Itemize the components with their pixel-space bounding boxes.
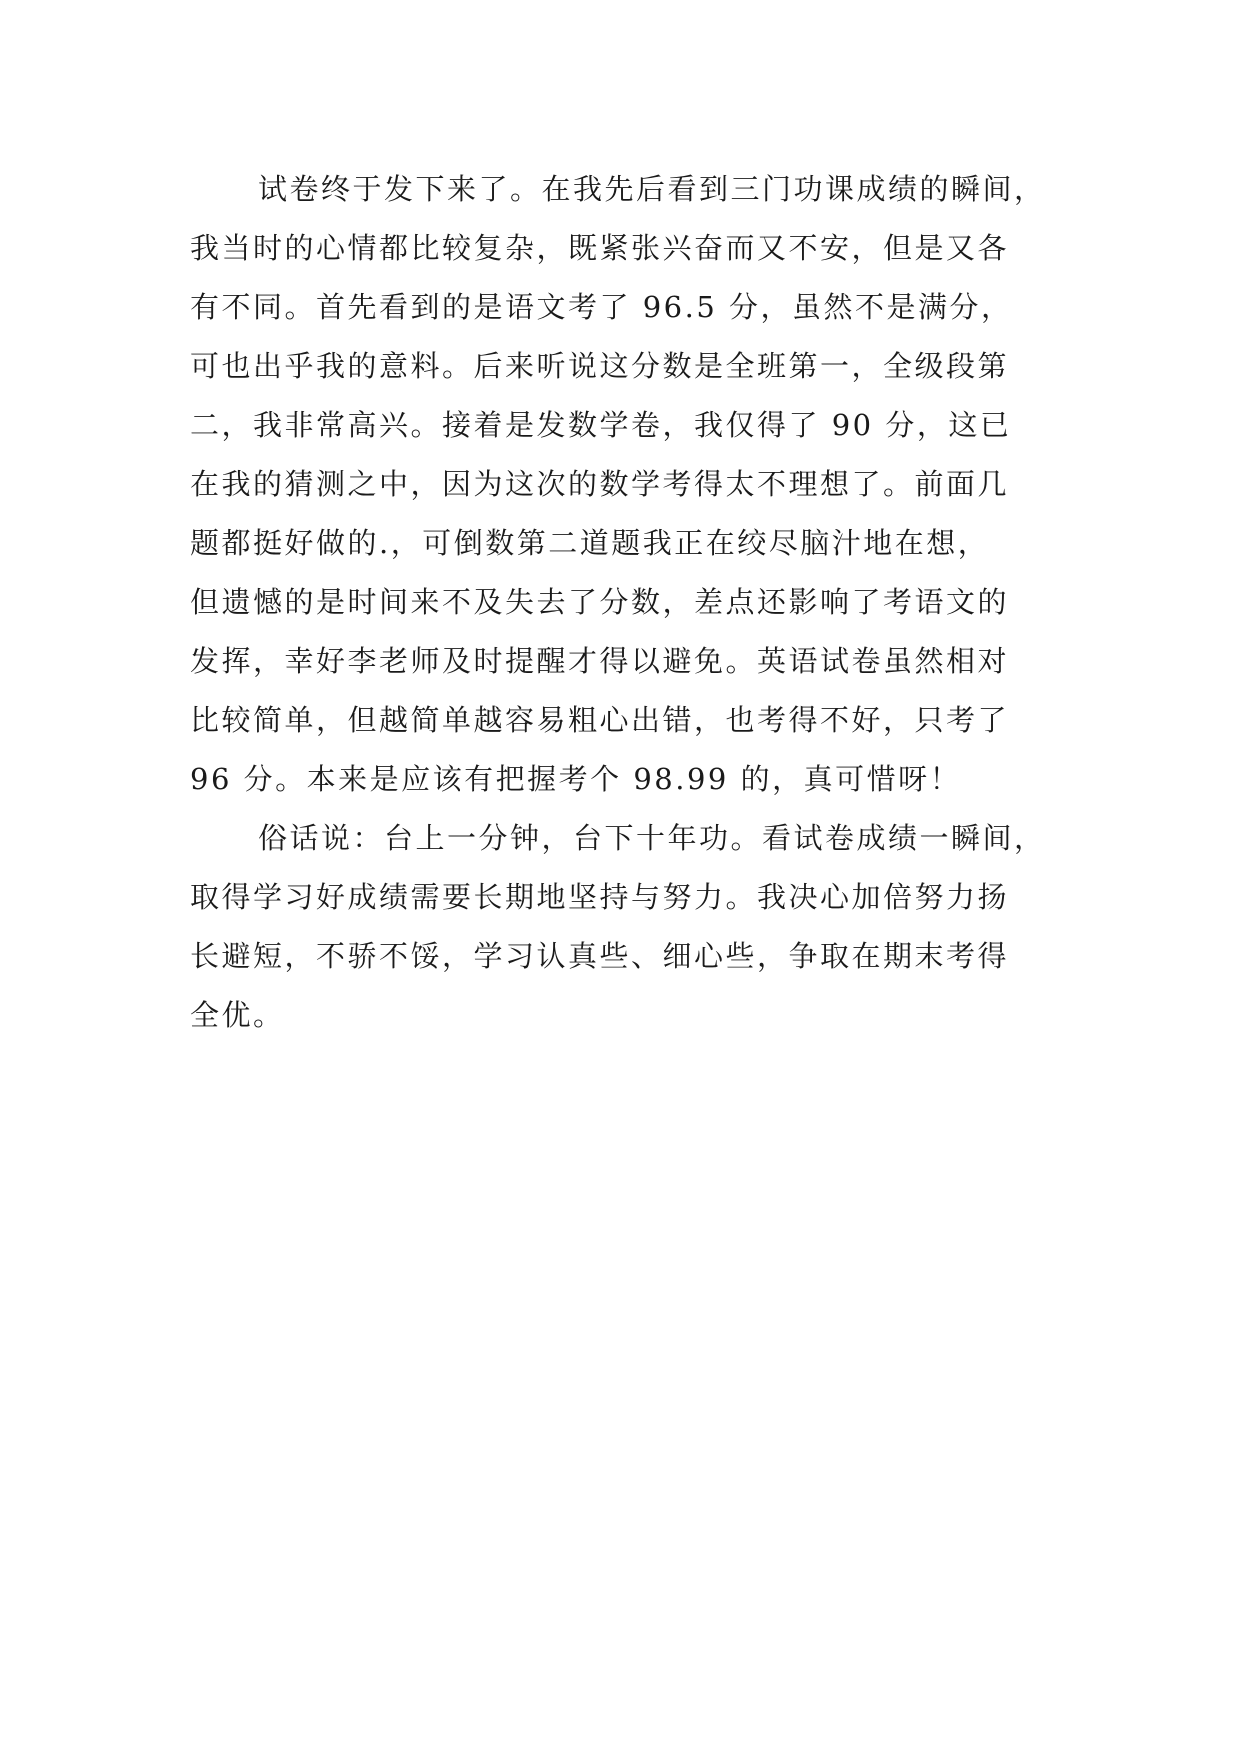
document-body xyxy=(190,160,1070,1045)
text-line: 发挥，幸好李老师及时提醒才得以避免。英语试卷虽然相对 xyxy=(190,644,1010,678)
text-line: 可也出乎我的意料。后来听说这分数是全班第一，全级段第 xyxy=(190,349,1010,383)
text-line: 在我的猜测之中，因为这次的数学考得太不理想了。前面几 xyxy=(190,467,1010,501)
text-line: 题都挺好做的.，可倒数第二道题我正在绞尽脑汁地在想， xyxy=(190,526,990,560)
text-line: 有不同。首先看到的是语文考了 96.5 分，虽然不是满分， xyxy=(190,290,1013,324)
paragraph-exam-results xyxy=(190,160,1070,809)
text-line: 96 分。本来是应该有把握考个 98.99 的，真可惜呀！ xyxy=(190,762,962,796)
paragraph-conclusion xyxy=(190,809,1070,1045)
text-line: 全优。 xyxy=(190,998,285,1032)
text-line: 二，我非常高兴。接着是发数学卷，我仅得了 90 分，这已 xyxy=(190,408,1012,442)
text-line: 比较简单，但越简单越容易粗心出错，也考得不好，只考了 xyxy=(190,703,1010,737)
text-line: 我当时的心情都比较复杂，既紧张兴奋而又不安，但是又各 xyxy=(190,231,1010,265)
text-line: 取得学习好成绩需要长期地坚持与努力。我决心加倍努力扬 xyxy=(190,880,1010,914)
text-line: 但遗憾的是时间来不及失去了分数，差点还影响了考语文的 xyxy=(190,585,1010,619)
text-line: 俗话说：台上一分钟，台下十年功。看试卷成绩一瞬间， xyxy=(258,821,1046,855)
text-line: 长避短，不骄不馁，学习认真些、细心些，争取在期末考得 xyxy=(190,939,1010,973)
text-line: 试卷终于发下来了。在我先后看到三门功课成绩的瞬间， xyxy=(258,172,1046,206)
